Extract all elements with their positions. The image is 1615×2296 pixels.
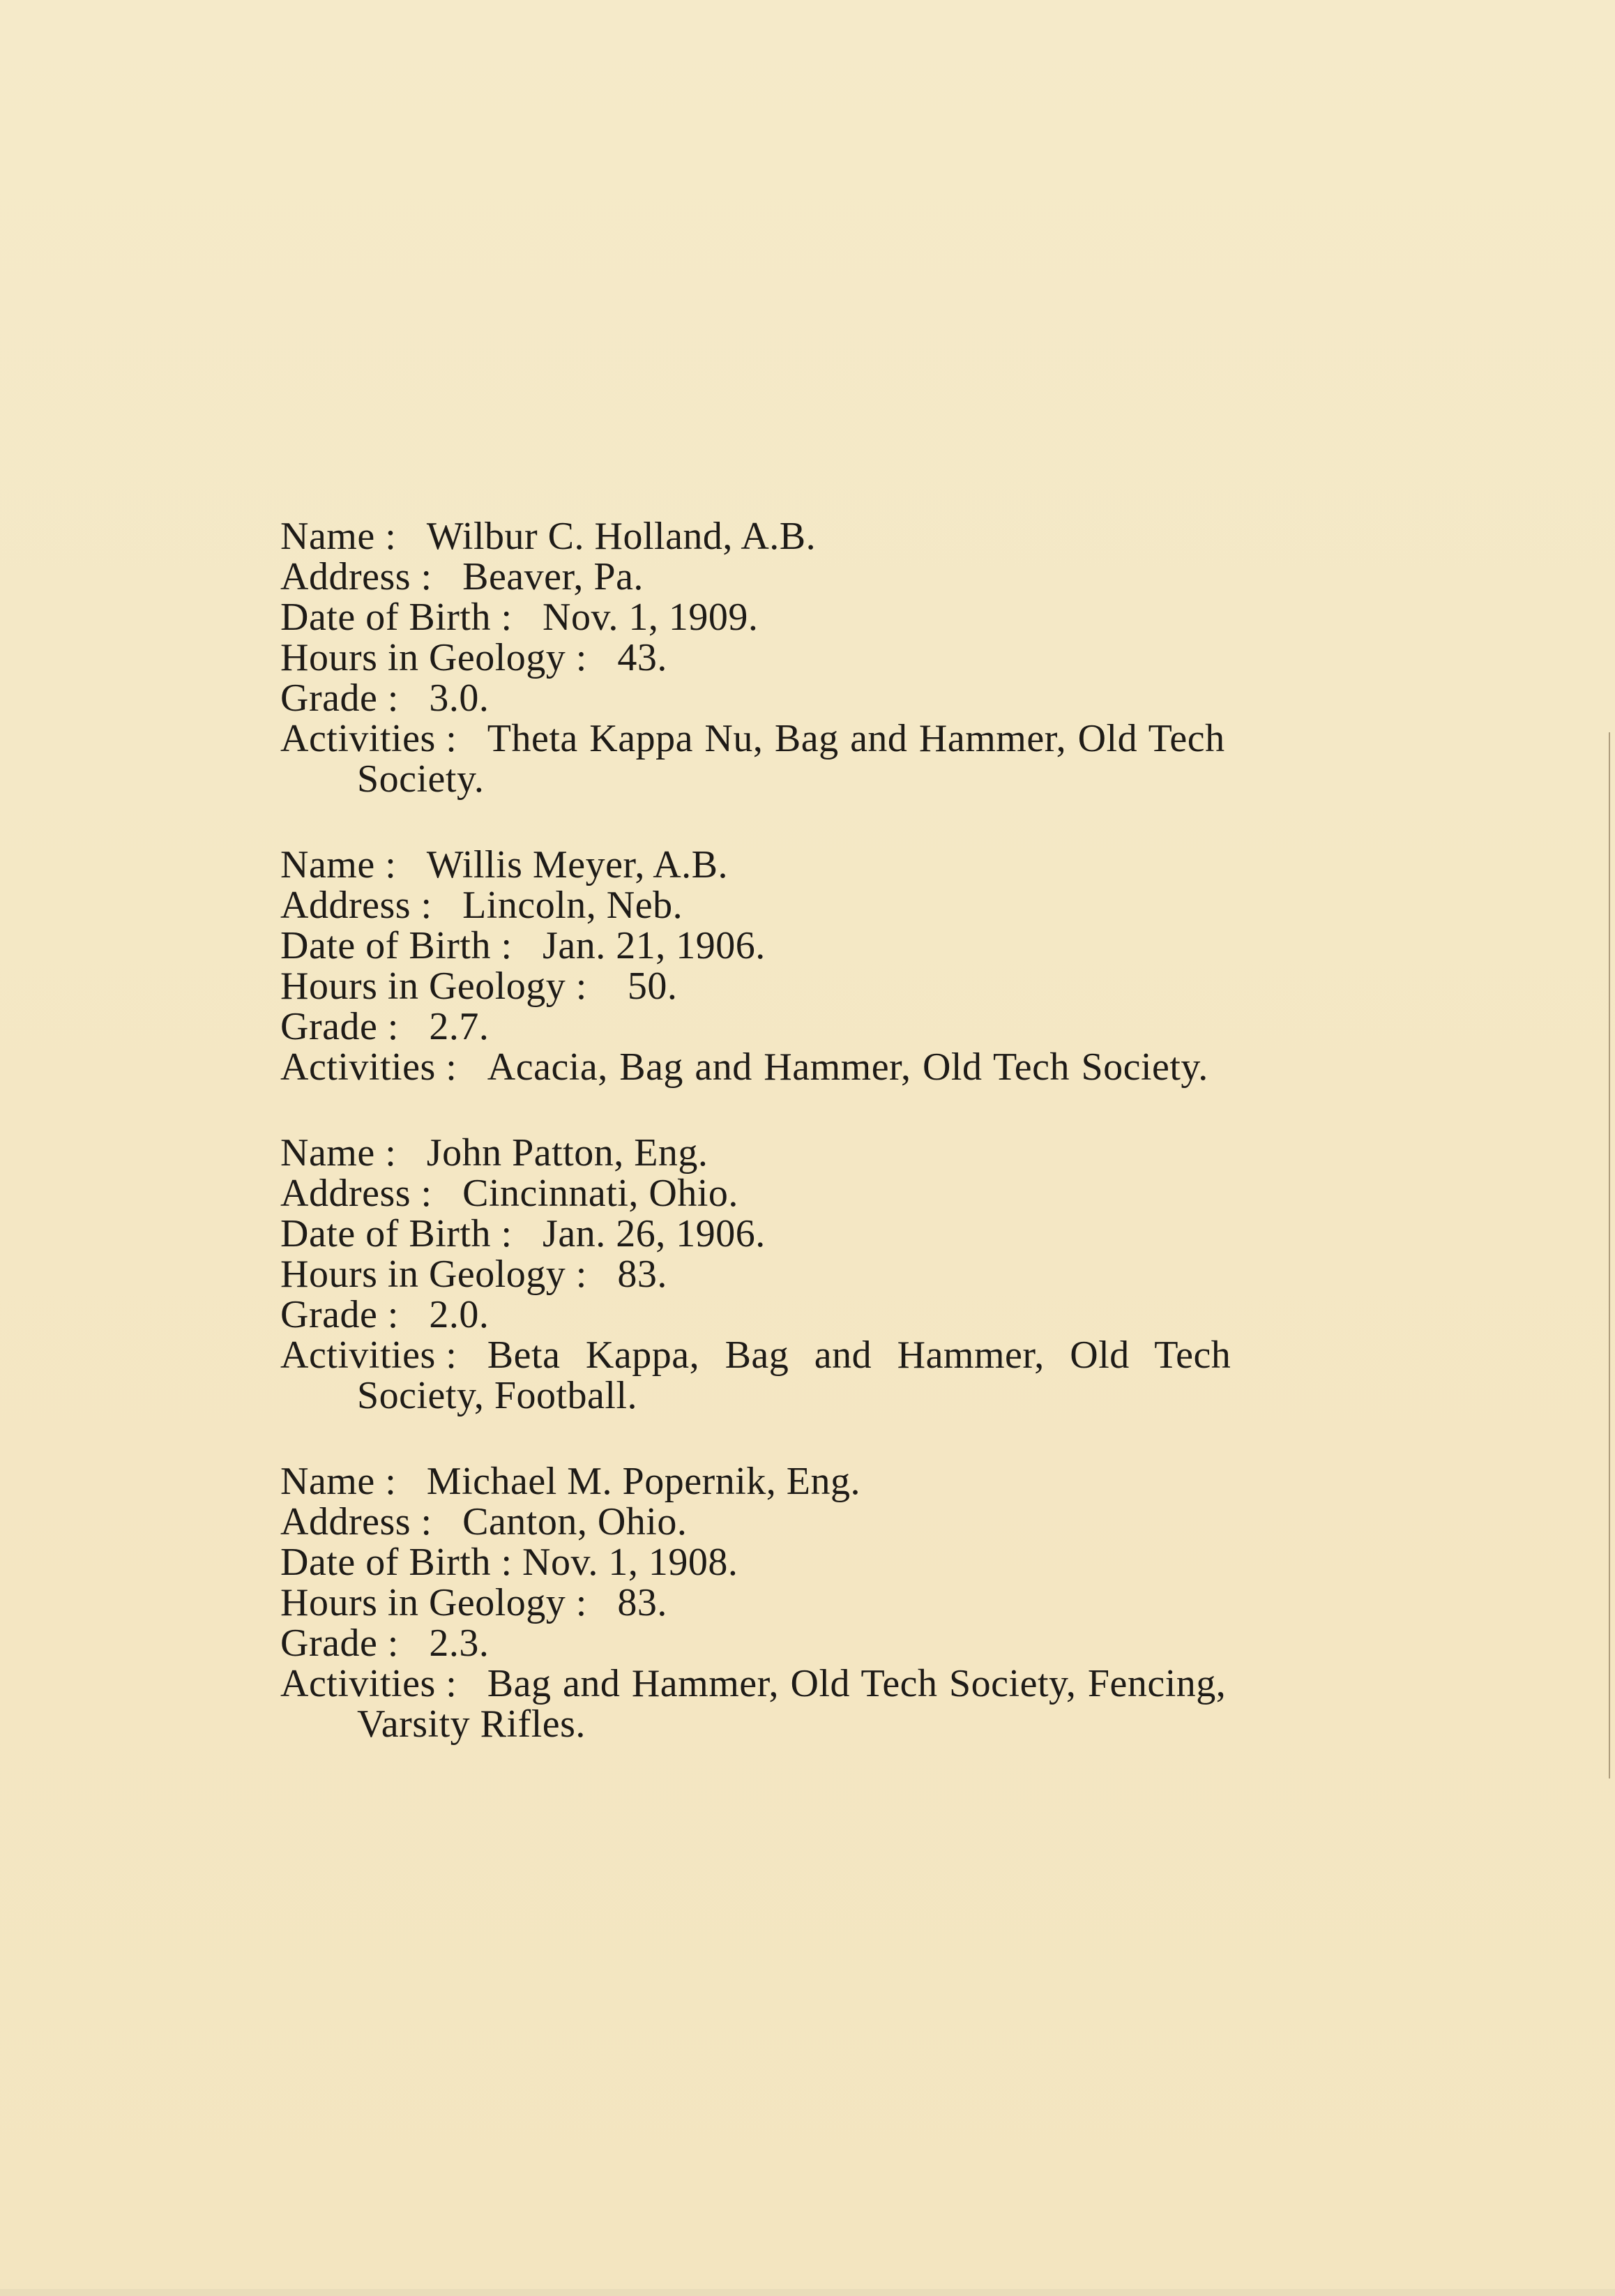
activities-line bbox=[280, 1047, 1326, 1087]
name-label: Name : bbox=[280, 515, 397, 558]
address-value: Cincinnati, Ohio. bbox=[462, 1172, 738, 1215]
hours-line bbox=[280, 1583, 1326, 1623]
hours-value: 50. bbox=[627, 965, 678, 1008]
address-line bbox=[280, 557, 1326, 597]
grade-value: 3.0. bbox=[429, 677, 490, 720]
page-bottom-edge bbox=[0, 2289, 1615, 2296]
address-label: Address : bbox=[280, 1172, 432, 1215]
address-value: Beaver, Pa. bbox=[462, 555, 644, 598]
address-label: Address : bbox=[280, 555, 432, 598]
hours-label: Hours in Geology : bbox=[280, 1581, 587, 1624]
activities-line bbox=[280, 1335, 1326, 1375]
name-value: Michael M. Popernik, Eng. bbox=[426, 1460, 860, 1503]
activities-value-continued: Society. bbox=[357, 757, 485, 801]
activities-line bbox=[280, 718, 1326, 759]
grade-value: 2.3. bbox=[429, 1622, 490, 1665]
name-value: Wilbur C. Holland, A.B. bbox=[426, 515, 817, 558]
name-line bbox=[280, 1133, 1326, 1173]
name-value: John Patton, Eng. bbox=[426, 1131, 708, 1175]
activities-label: Activities : bbox=[280, 1334, 457, 1377]
dob-value: Jan. 21, 1906. bbox=[543, 924, 766, 967]
hours-value: 43. bbox=[617, 636, 667, 679]
hours-value: 83. bbox=[617, 1253, 667, 1296]
page-edge-line bbox=[1609, 732, 1610, 1778]
dob-label: Date of Birth : bbox=[280, 596, 513, 639]
address-line bbox=[280, 1502, 1326, 1542]
hours-label: Hours in Geology : bbox=[280, 636, 587, 679]
activities-value: Theta Kappa Nu, Bag and Hammer, Old Tech bbox=[487, 717, 1225, 760]
student-records bbox=[280, 516, 1326, 1790]
hours-line bbox=[280, 637, 1326, 678]
activities-value-continued: Society, Football. bbox=[357, 1374, 638, 1417]
dob-line bbox=[280, 926, 1326, 966]
grade-value: 2.7. bbox=[429, 1005, 490, 1048]
dob-label: Date of Birth : bbox=[280, 1541, 513, 1584]
grade-line bbox=[280, 678, 1326, 718]
address-value: Lincoln, Neb. bbox=[462, 884, 683, 927]
address-line bbox=[280, 1173, 1326, 1214]
activities-value: Beta Kappa, Bag and Hammer, Old Tech bbox=[487, 1334, 1231, 1377]
name-line bbox=[280, 1461, 1326, 1502]
student-record bbox=[280, 845, 1326, 1087]
grade-label: Grade : bbox=[280, 1622, 399, 1665]
name-line bbox=[280, 516, 1326, 557]
dob-line bbox=[280, 1542, 1326, 1583]
name-value: Willis Meyer, A.B. bbox=[426, 843, 729, 886]
address-value: Canton, Ohio. bbox=[462, 1500, 688, 1543]
address-label: Address : bbox=[280, 884, 432, 927]
student-record bbox=[280, 1133, 1326, 1416]
dob-value: Nov. 1, 1908. bbox=[522, 1541, 738, 1584]
dob-value: Nov. 1, 1909. bbox=[543, 596, 759, 639]
hours-value: 83. bbox=[617, 1581, 667, 1624]
activities-value: Bag and Hammer, Old Tech Society, Fencing, bbox=[487, 1662, 1227, 1705]
activities-label: Activities : bbox=[280, 1045, 457, 1089]
activities-line bbox=[280, 1663, 1326, 1704]
hours-label: Hours in Geology : bbox=[280, 965, 587, 1008]
hours-line bbox=[280, 966, 1326, 1006]
dob-value: Jan. 26, 1906. bbox=[543, 1212, 766, 1255]
name-label: Name : bbox=[280, 1131, 397, 1175]
name-label: Name : bbox=[280, 843, 397, 886]
grade-line bbox=[280, 1294, 1326, 1335]
grade-label: Grade : bbox=[280, 677, 399, 720]
name-line bbox=[280, 845, 1326, 885]
student-record bbox=[280, 516, 1326, 799]
activities-continuation bbox=[280, 1375, 1326, 1416]
dob-line bbox=[280, 597, 1326, 637]
grade-line bbox=[280, 1006, 1326, 1047]
grade-line bbox=[280, 1623, 1326, 1663]
dob-label: Date of Birth : bbox=[280, 1212, 513, 1255]
activities-value-continued: Varsity Rifles. bbox=[357, 1702, 586, 1746]
hours-line bbox=[280, 1254, 1326, 1294]
grade-value: 2.0. bbox=[429, 1293, 490, 1336]
grade-label: Grade : bbox=[280, 1005, 399, 1048]
dob-label: Date of Birth : bbox=[280, 924, 513, 967]
activities-continuation bbox=[280, 759, 1326, 799]
activities-continuation bbox=[280, 1704, 1326, 1744]
address-label: Address : bbox=[280, 1500, 432, 1543]
dob-line bbox=[280, 1214, 1326, 1254]
address-line bbox=[280, 885, 1326, 926]
activities-label: Activities : bbox=[280, 1662, 457, 1705]
hours-label: Hours in Geology : bbox=[280, 1253, 587, 1296]
activities-value: Acacia, Bag and Hammer, Old Tech Society. bbox=[487, 1045, 1208, 1089]
name-label: Name : bbox=[280, 1460, 397, 1503]
grade-label: Grade : bbox=[280, 1293, 399, 1336]
student-record bbox=[280, 1461, 1326, 1744]
activities-label: Activities : bbox=[280, 717, 457, 760]
